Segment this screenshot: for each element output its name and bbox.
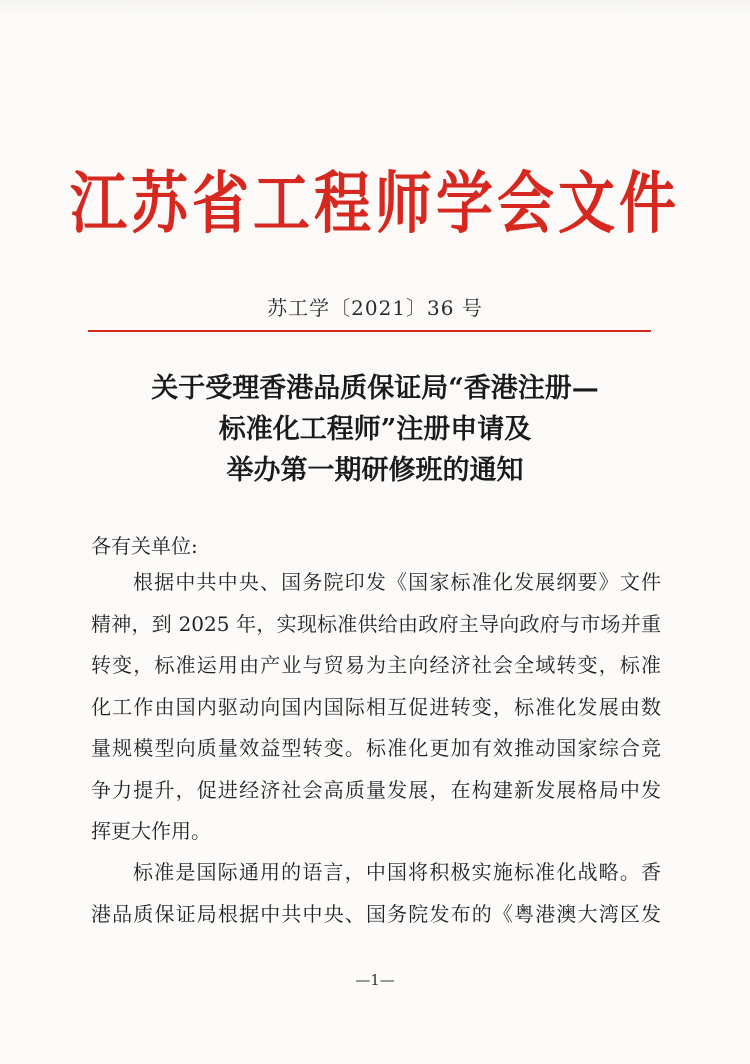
- paragraph-line: 根据中共中央、国务院印发《国家标准化发展纲要》文件: [133, 570, 661, 594]
- salutation: 各有关单位:: [91, 534, 198, 558]
- notice-title-line: 举办第一期研修班的通知: [226, 455, 524, 486]
- body-paragraph-2: [91, 852, 661, 935]
- paragraph-line: 精神，到 2025 年，实现标准供给由政府主导向政府与市场并重: [91, 611, 661, 636]
- paragraph-line: 化工作由国内驱动向国内国际相互促进转变，标准化发展由数: [91, 694, 661, 719]
- document-number: 苏工学〔2021〕36 号: [267, 296, 483, 320]
- paragraph-line: 挥更大作用。: [91, 819, 211, 843]
- paragraph-line: 争力提升，促进经济社会高质量发展，在构建新发展格局中发: [91, 777, 661, 802]
- notice-title-line: 标准化工程师”注册申请及: [218, 414, 532, 445]
- paragraph-line: 港品质保证局根据中共中央、国务院发布的《粤港澳大湾区发: [91, 901, 661, 926]
- paragraph-line: 标准是国际通用的语言，中国将积极实施标准化战略。香: [133, 860, 661, 884]
- paragraph-line: 转变，标准运用由产业与贸易为主向经济社会全域转变，标准: [91, 653, 661, 677]
- document-header-title: 江苏省工程师学会文件: [70, 164, 680, 244]
- notice-title-line: 关于受理香港品质保证局“香港注册—: [151, 373, 599, 404]
- notice-title: [0, 368, 750, 491]
- paragraph-line: 量规模型向质量效益型转变。标准化更加有效推动国家综合竞: [91, 736, 661, 760]
- body-paragraph-1: [91, 562, 661, 853]
- page-number: —1—: [355, 971, 395, 989]
- red-divider-line: [88, 330, 651, 332]
